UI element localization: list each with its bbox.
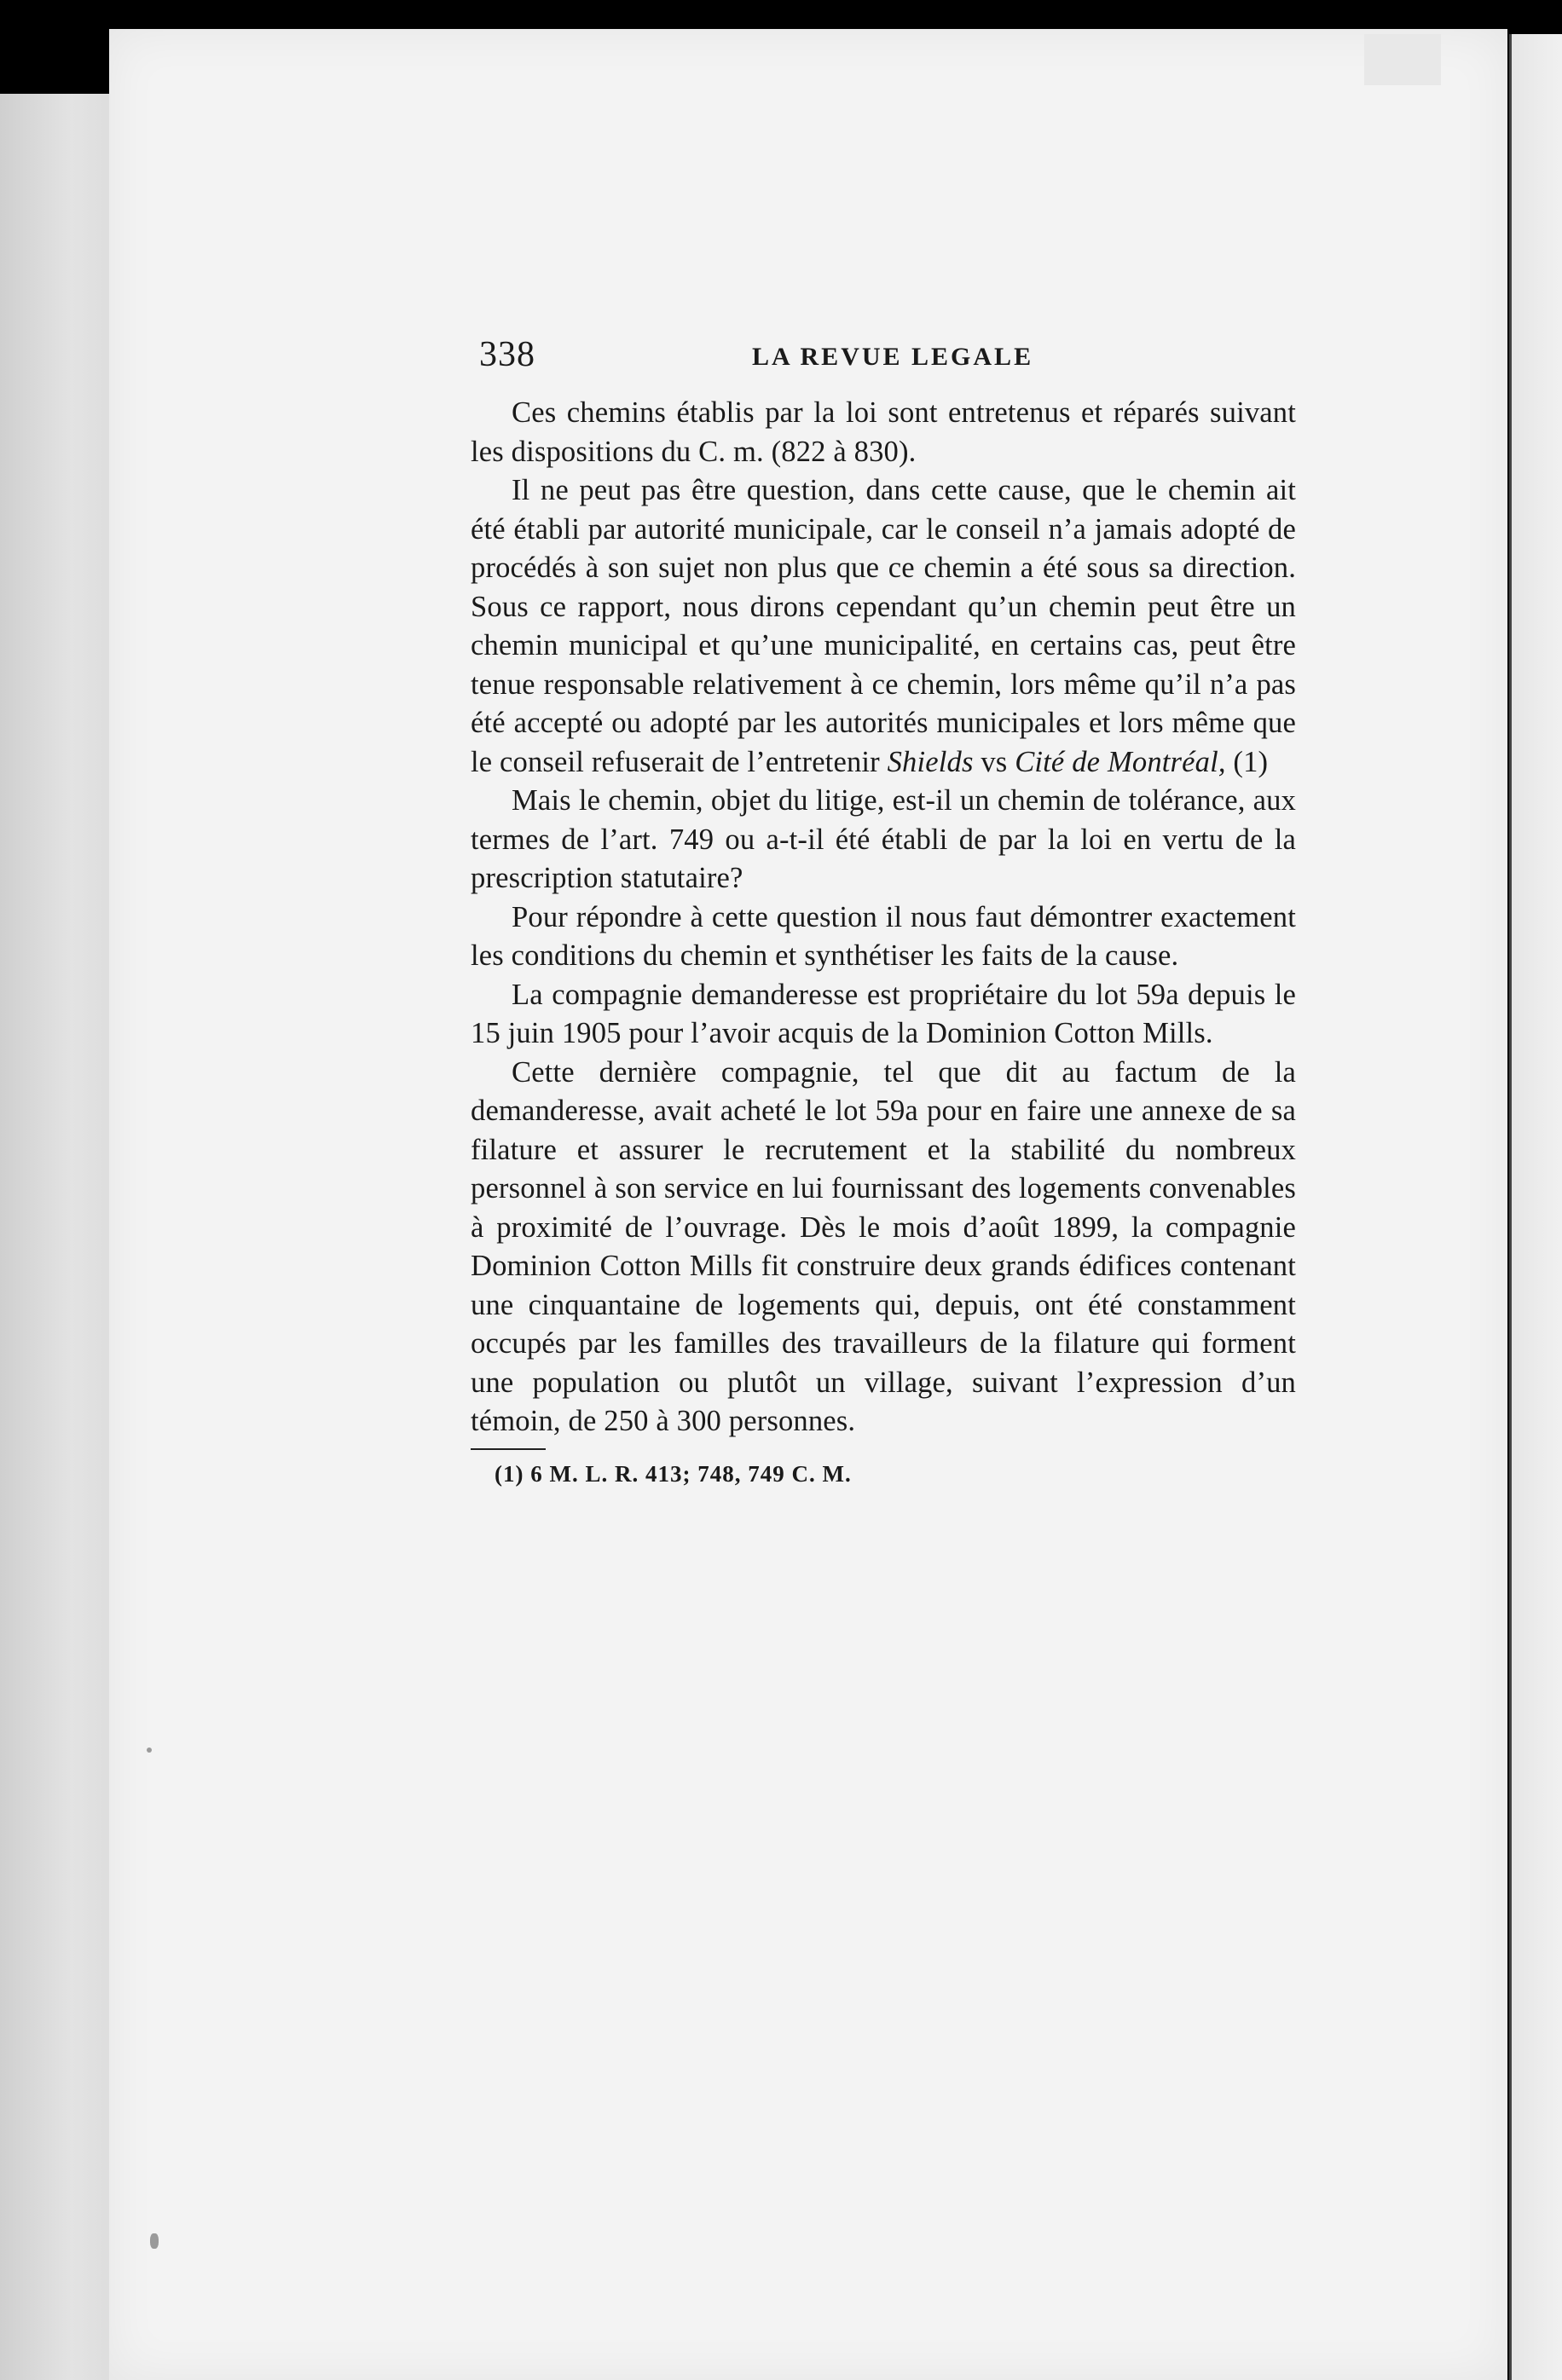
paragraph: [471, 471, 1296, 782]
paragraph: Cette dernière compagnie, tel que dit au factum de la demanderesse, avait acheté le lot 59a pour en faire une annexe de sa filature et assurer le recrutement et la stabilité du nombreux personnel à son service en lui fournissant des logements convenables à proximité de l’ouvrage. Dès le mois d’août 1899, la compagnie Dominion Cotton Mills fit construire deux grands édifices contenant une cinquantaine de logements qui, depuis, ont été constamment occupés par les familles des travailleurs de la filature qui forment une population ou plutôt un village, suivant l’expression d’un témoin, de 250 à 300 personnes.: [471, 1055, 1296, 1437]
footnote: (1) 6 M. L. R. 413; 748, 749 C. M.: [495, 1460, 852, 1487]
page-header: [471, 334, 1296, 394]
case-name: Shields: [887, 745, 974, 778]
paper-speck: [147, 1747, 152, 1753]
case-vs: vs: [973, 745, 1015, 778]
body-text: [471, 394, 1296, 1441]
case-name: Cité de Montréal,: [1015, 745, 1226, 778]
paragraph-text: Il ne peut pas être question, dans cette cause, que le chemin ait été établi par autorité municipale, car le conseil n’a jamais adopté de procédés à son sujet non plus que ce chemin a été sous sa direction. Sous ce rapport, nous dirons cependant qu’un chemin peut être un chemin municipal et qu’une municipalité, en certains cas, peut être tenue responsable relativement à ce chemin, lors même qu’il n’a pas été accepté ou adopté par les autorités municipales et lors même que le conseil refuserait de l’entretenir: [471, 474, 1296, 778]
paper-speck: [150, 2233, 159, 2249]
paragraph: Pour répondre à cette question il nous faut démontrer exactement les conditions du chemin et synthétiser les faits de la cause.: [471, 900, 1296, 972]
paragraph: La compagnie demanderesse est propriétaire du lot 59a depuis le 15 juin 1905 pour l’avoir acquis de la Dominion Cotton Mills.: [471, 978, 1296, 1049]
adjacent-page-edge: [0, 94, 119, 2380]
running-title: LA REVUE LEGALE: [752, 343, 1034, 371]
paragraph: Mais le chemin, objet du litige, est-il un chemin de tolérance, aux termes de l’art. 749 ou a-t-il été établi de par la loi en vertu de la prescription statutaire?: [471, 784, 1296, 894]
page-content: [471, 334, 1296, 1489]
footnote-divider: [471, 1448, 546, 1450]
page-fold: [1364, 34, 1441, 85]
footnote-reference: (1): [1225, 745, 1269, 778]
next-page-edge: [1509, 34, 1562, 2380]
paragraph: Ces chemins établis par la loi sont entretenus et réparés suivant les dispositions du C. m. (822 à 830).: [471, 396, 1296, 468]
page-number: 338: [479, 335, 535, 374]
